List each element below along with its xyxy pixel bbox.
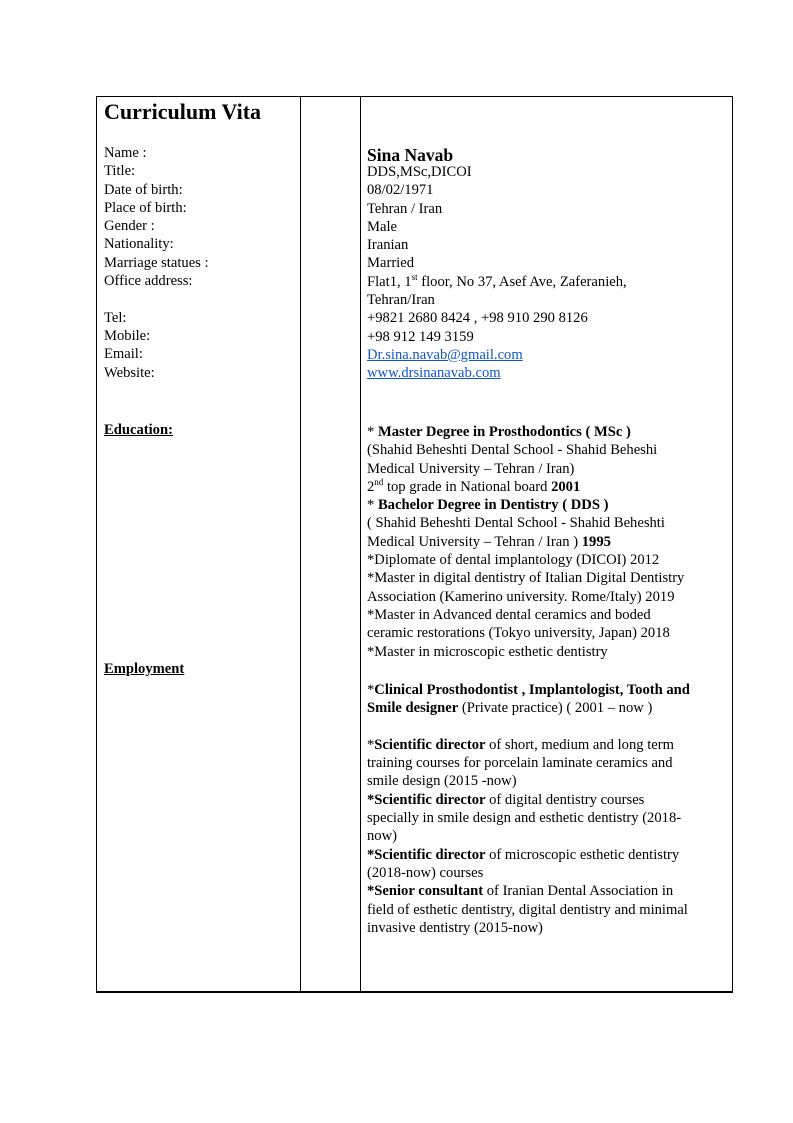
office-address-line2: Tehran/Iran: [367, 292, 435, 309]
nationality-label: Nationality:: [104, 236, 174, 253]
emp-5-bold: *Senior consultant: [367, 883, 484, 900]
grade-pre: 2: [367, 478, 375, 495]
pob-value: Tehran / Iran: [367, 200, 443, 217]
emp-4-line2: (2018-now) courses: [367, 864, 484, 881]
emp-2-bold: Scientific director: [374, 736, 486, 753]
dds-year: 1995: [581, 533, 611, 550]
personal-labels: [104, 144, 209, 382]
gender-value: Male: [367, 218, 397, 235]
grade-text: top grade in National board: [383, 478, 552, 495]
edu-dds-school-1: ( Shahid Beheshti Dental School - Shahid Beheshti: [367, 515, 665, 532]
emp-2-line1: [367, 736, 731, 754]
edu-ceramics-2: ceramic restorations (Tokyo university, Japan) 2018: [367, 625, 670, 642]
emp-3-line3: now): [367, 828, 397, 845]
grade-sup: nd: [374, 477, 384, 488]
email-link-text[interactable]: Dr.sina.navab@gmail.com: [367, 346, 523, 363]
dob-value: 08/02/1971: [367, 182, 434, 199]
dds-school-2: Medical University – Tehran / Iran ): [367, 533, 582, 550]
dob-label: Date of birth:: [104, 181, 183, 198]
edu-digital-2: Association (Kamerino university. Rome/Italy) 2019: [367, 588, 675, 605]
mobile-label: Mobile:: [104, 327, 151, 344]
emp-1-line1: [367, 681, 731, 699]
gender-label: Gender :: [104, 218, 155, 235]
pob-label: Place of birth:: [104, 199, 187, 216]
website-label: Website:: [104, 364, 155, 381]
emp-3-line1: [367, 791, 731, 809]
email-label: Email:: [104, 346, 143, 363]
dds-title: Bachelor Degree in Dentistry ( DDS ): [377, 497, 609, 514]
nationality-value: Iranian: [367, 237, 409, 254]
emp-4-line1: [367, 846, 731, 864]
edu-digital-1: *Master in digital dentistry of Italian Digital Dentistry: [367, 570, 685, 587]
emp-3-line2: specially in smile design and esthetic dentistry (2018-: [367, 810, 682, 827]
emp-2-line3: smile design (2015 -now): [367, 773, 517, 790]
employment-label: Employment: [104, 661, 185, 677]
emp-5-rest: of Iranian Dental Association in: [483, 883, 674, 900]
edu-ceramics-1: *Master in Advanced dental ceramics and boded: [367, 606, 651, 623]
emp-1-rest: (Private practice) ( 2001 – now ): [458, 700, 653, 717]
emp-1-bold: Clinical Prosthodontist , Implantologist, Tooth and: [374, 682, 690, 698]
title-value: DDS,MSc,DICOI: [367, 164, 472, 180]
education-label: Education:: [104, 422, 173, 438]
emp-1-line2: [367, 699, 731, 717]
edu-msc-school-2: Medical University – Tehran / Iran): [367, 460, 575, 477]
edu-dicoi: *Diplomate of dental implantology (DICOI) 2012: [367, 552, 660, 569]
emp-5-line1: [367, 882, 731, 900]
column-divider: [360, 97, 361, 991]
grade-year: 2001: [551, 478, 581, 495]
education-block: [367, 423, 731, 661]
edu-grade: [367, 478, 731, 496]
office-label: Office address:: [104, 273, 193, 290]
column-divider: [300, 97, 301, 991]
edu-dds-title: [367, 496, 731, 514]
emp-1-bold-2: Smile designer: [367, 700, 459, 717]
mobile-value: +98 912 149 3159: [367, 328, 474, 345]
office-line1-pre: Flat1, 1: [367, 273, 412, 290]
edu-dds-school-2: [367, 533, 731, 551]
marriage-label: Marriage statues :: [104, 254, 209, 271]
bullet: *: [367, 682, 375, 698]
office-line1-sup: st: [411, 271, 418, 282]
emp-2-rest: of short, medium and long term: [485, 736, 674, 753]
edu-micro: *Master in microscopic esthetic dentistry: [367, 643, 608, 660]
spacer: [104, 290, 209, 308]
email-link[interactable]: [367, 346, 627, 364]
website-link[interactable]: [367, 364, 627, 382]
emp-2-line2: training courses for porcelain laminate ceramics and: [367, 755, 673, 772]
emp-4-rest: of microscopic esthetic dentistry: [485, 846, 680, 863]
website-link-text[interactable]: www.drsinanavab.com: [367, 365, 501, 382]
office-line1-post: floor, No 37, Asef Ave, Zaferanieh,: [417, 273, 627, 290]
marriage-value: Married: [367, 255, 415, 272]
emp-3-bold: *Scientific director: [367, 791, 486, 808]
emp-5-line2: field of esthetic dentistry, digital dentistry and minimal: [367, 901, 688, 918]
title-label: Title:: [104, 163, 136, 180]
emp-5-line3: invasive dentistry (2015-now): [367, 919, 543, 936]
msc-title: Master Degree in Prosthodontics ( MSc ): [377, 424, 631, 440]
bullet: *: [367, 497, 378, 514]
emp-3-rest: of digital dentistry courses: [485, 791, 645, 808]
name-label: Name :: [104, 145, 147, 161]
employment-block: [367, 681, 731, 937]
name-value: Sina Navab: [367, 145, 454, 165]
spacer: [367, 718, 731, 736]
personal-values: [367, 163, 627, 383]
tel-value: +9821 2680 8424 , +98 910 290 8126: [367, 310, 588, 327]
office-address-line1: [367, 273, 627, 291]
edu-msc-school-1: (Shahid Beheshti Dental School - Shahid Beheshi: [367, 442, 658, 459]
bullet: *: [367, 736, 375, 753]
bullet: *: [367, 424, 378, 440]
edu-msc-title: [367, 423, 731, 441]
emp-4-bold: *Scientific director: [367, 846, 486, 863]
tel-label: Tel:: [104, 309, 127, 326]
document-heading: Curriculum Vita: [104, 99, 262, 124]
